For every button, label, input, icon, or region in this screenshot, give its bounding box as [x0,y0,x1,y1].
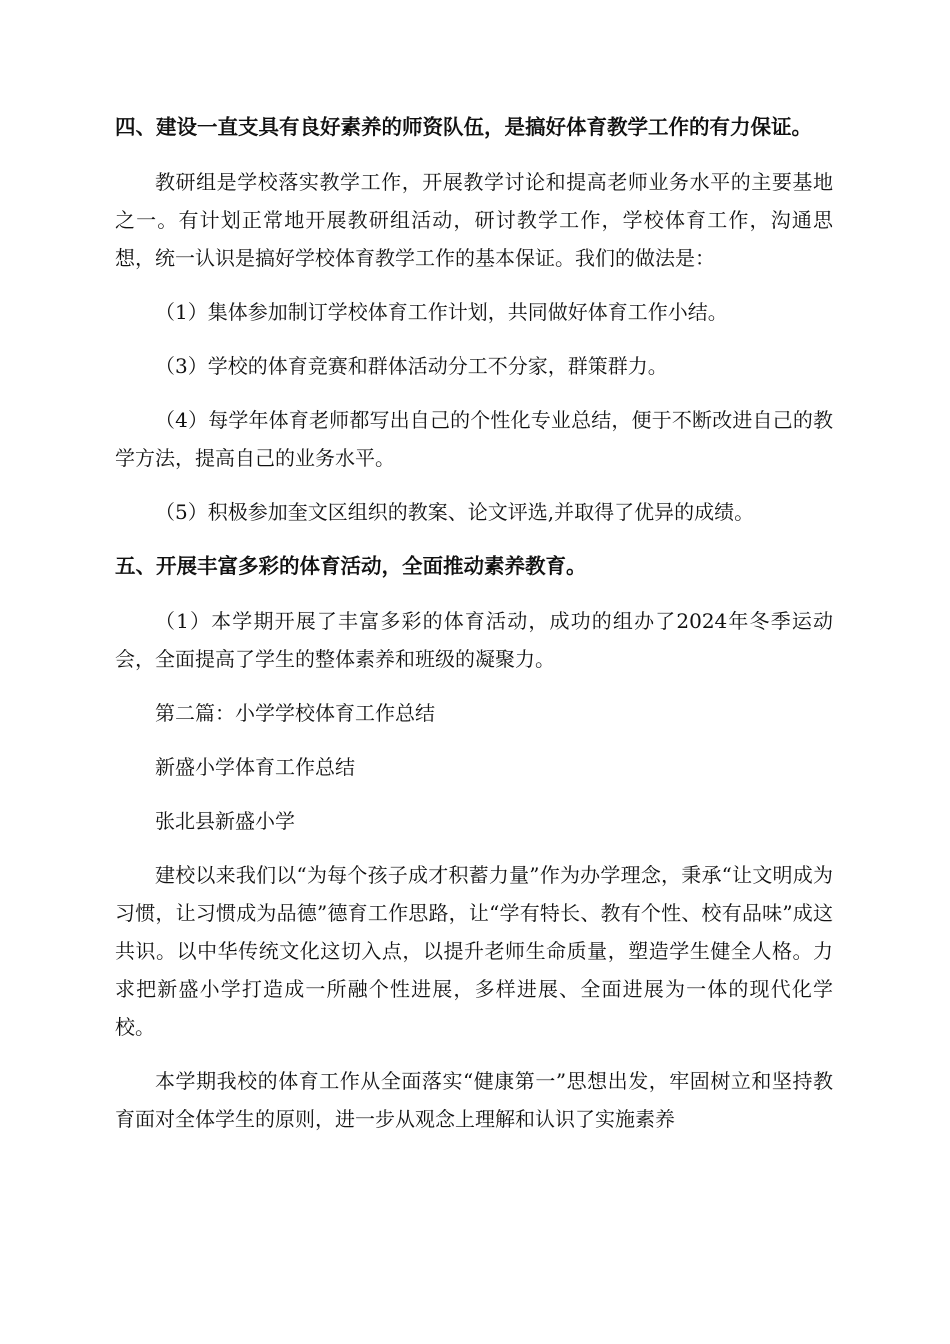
school-name: 张北县新盛小学 [155,809,295,833]
paragraph-philosophy: 建校以来我们以“为每个孩子成才积蓄力量”作为办学理念，秉承“让文明成为习惯，让习惯成为品德”德育工作思路，让“学有特长、教有个性、校有品味”成这共识。以中华传统文化这切入点，以提升老师生命质量，塑造学生健全人格。力求把新盛小学打造成一所融个性进展，多样进展、全面进展为一体的现代化学校。 [115,863,833,1039]
paragraph-teaching-research: 教研组是学校落实教学工作，开展教学讨论和提高老师业务水平的主要基地之一。有计划正常地开展教研组活动，研讨教学工作，学校体育工作，沟通思想，统一认识是搞好学校体育教学工作的基本保证。我们的做法是： [115,170,833,270]
section-heading-4: 四、建设一直支具有良好素养的师资队伍，是搞好体育教学工作的有力保证。 [115,115,812,139]
section-heading-5: 五、开展丰富多彩的体育活动，全面推动素养教育。 [115,554,587,578]
list-item-5: （5）积极参加奎文区组织的教案、论文评选,并取得了优异的成绩。 [155,500,755,524]
document-title: 新盛小学体育工作总结 [155,755,355,779]
document-page [115,108,833,1154]
list-item-4: （4）每学年体育老师都写出自己的个性化专业总结，便于不断改进自己的教学方法，提高自己的业务水平。 [115,408,833,470]
paragraph-semester-work: 本学期我校的体育工作从全面落实“健康第一”思想出发，牢固树立和坚持教育面对全体学生的原则，进一步从观念上理解和认识了实施素养 [115,1069,833,1131]
chapter-title: 第二篇：小学学校体育工作总结 [155,701,435,725]
list-item-3: （3）学校的体育竞赛和群体活动分工不分家，群策群力。 [155,354,668,378]
list-item-activities: （1）本学期开展了丰富多彩的体育活动，成功的组办了2024年冬季运动会，全面提高了学生的整体素养和班级的凝聚力。 [115,609,833,671]
list-item-1: （1）集体参加制订学校体育工作计划，共同做好体育工作小结。 [155,300,728,324]
